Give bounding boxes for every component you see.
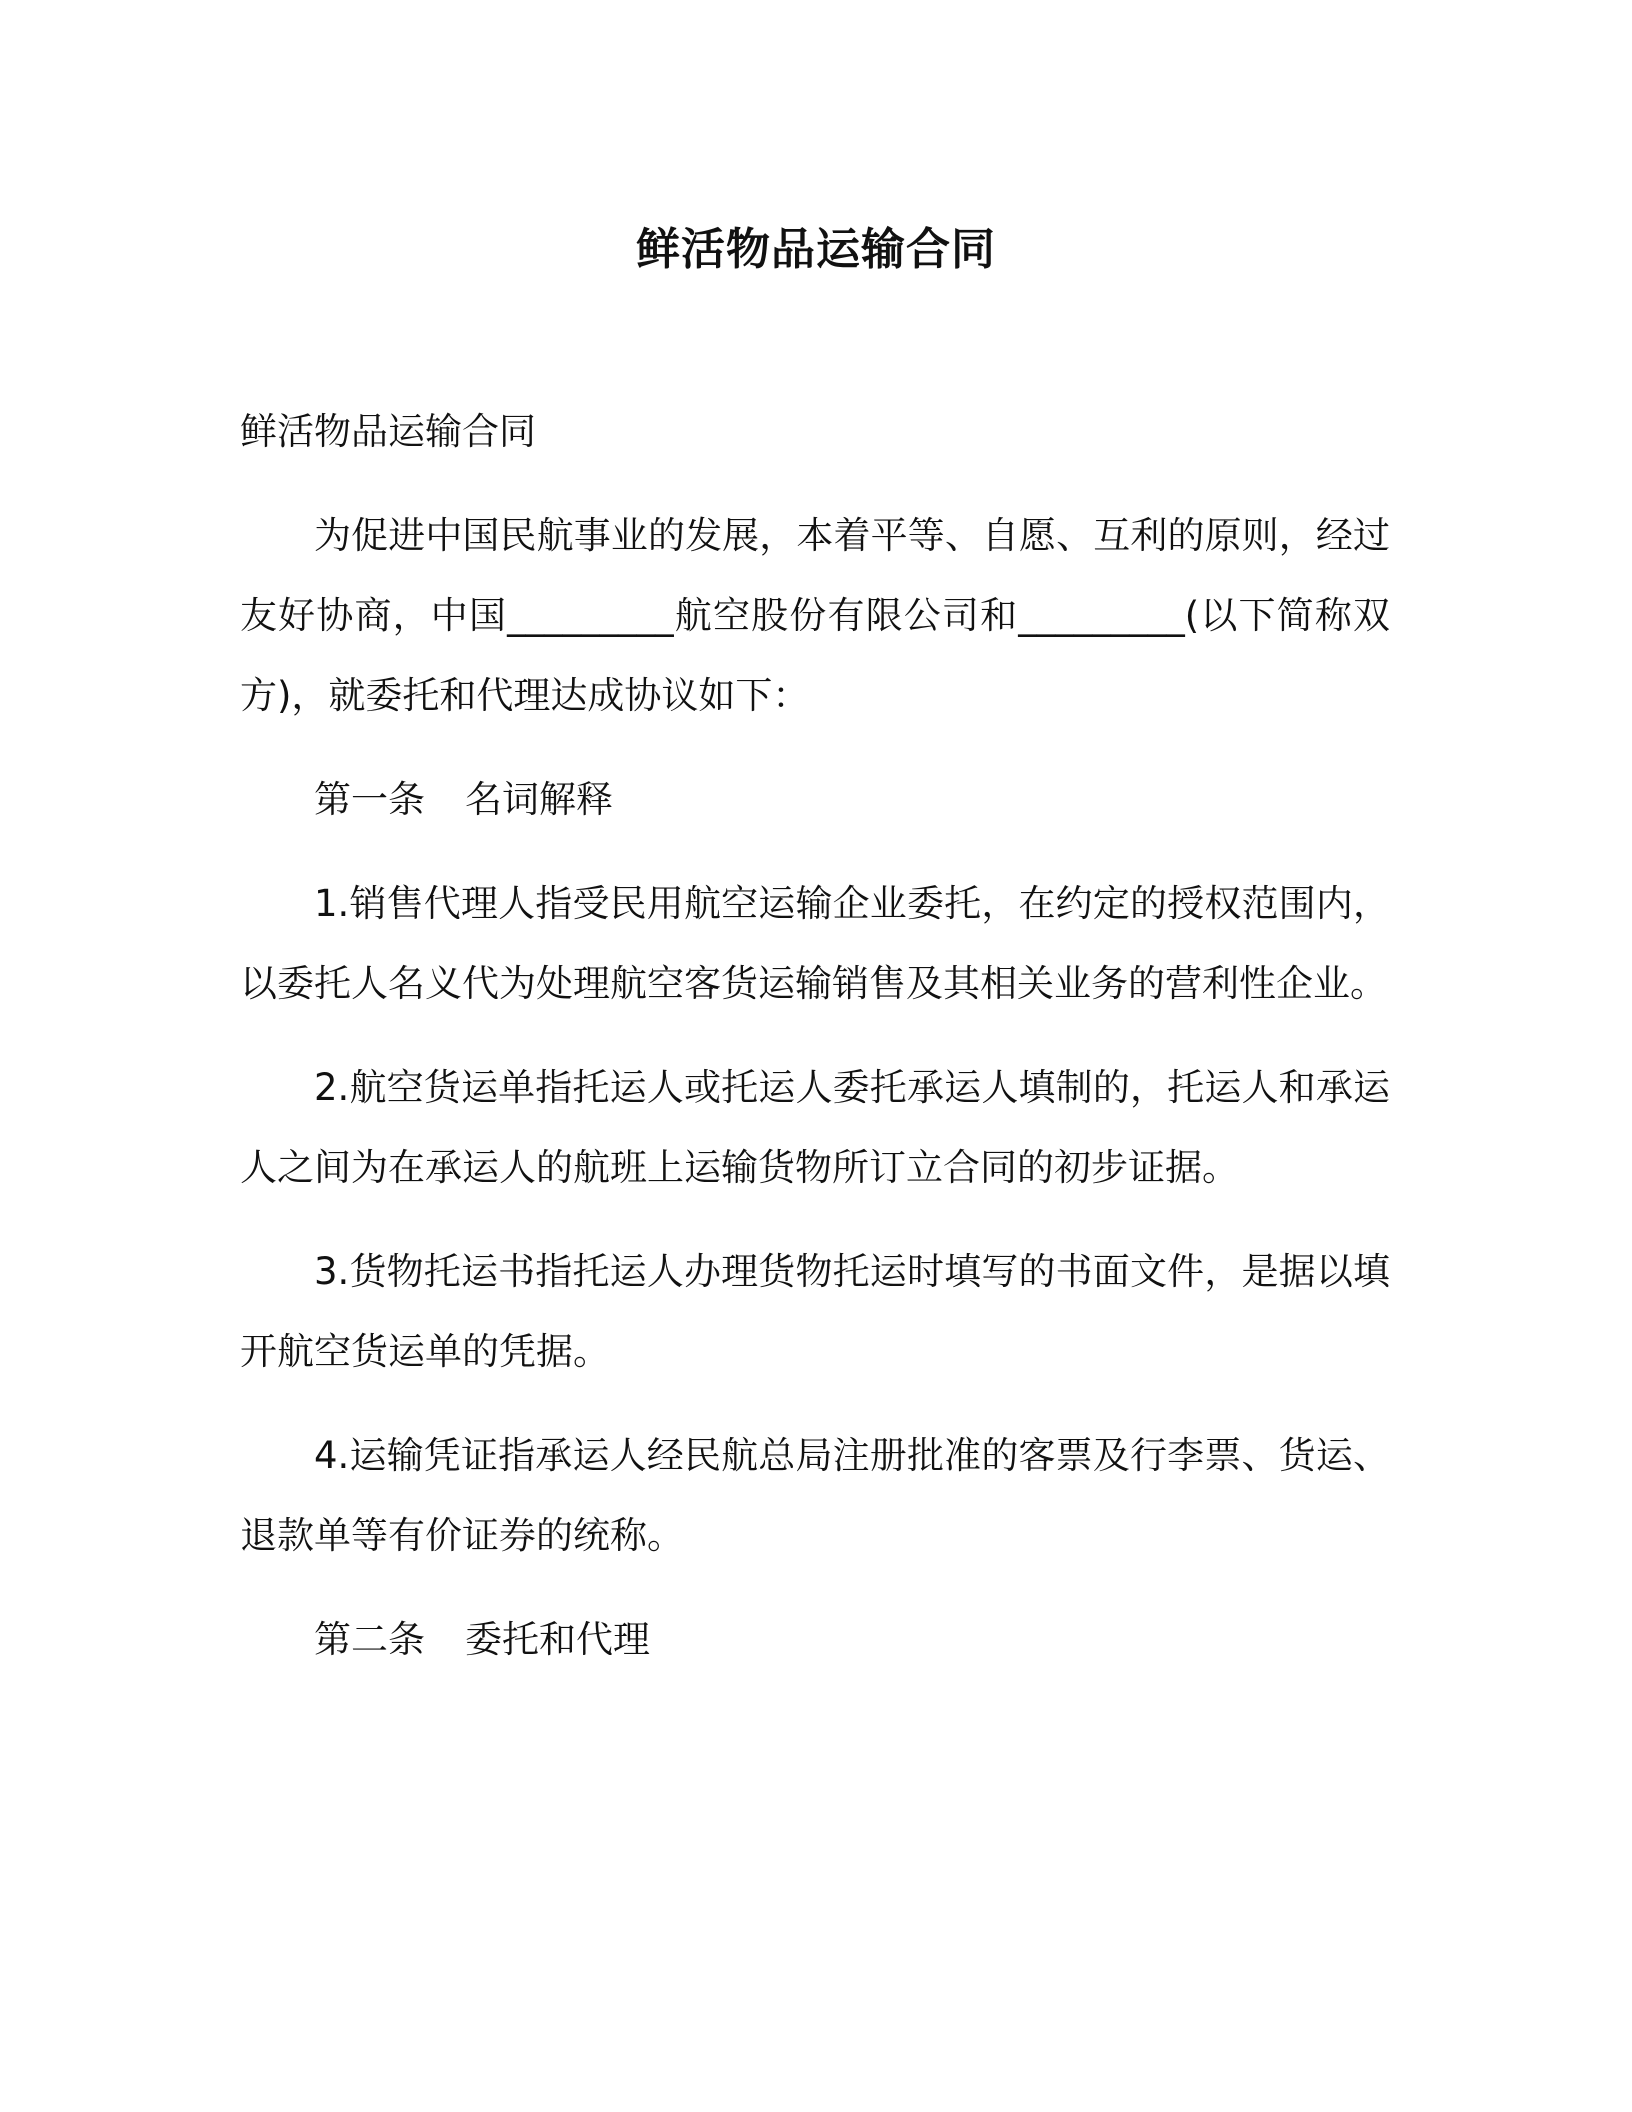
definition-3: 3.货物托运书指托运人办理货物托运时填写的书面文件，是据以填开航空货运单的凭据。 [240,1250,1390,1373]
definition-1: 1.销售代理人指受民用航空运输企业委托，在约定的授权范围内，以委托人名义代为处理航空客货运输销售及其相关业务的营利性企业。 [240,882,1390,1005]
document-body [240,392,1390,1704]
article-1-heading [240,760,1390,840]
document-subtitle: 鲜活物品运输合同 [240,410,536,453]
article-2-name: 委托和代理 [465,1618,650,1661]
article-2-heading [240,1600,1390,1680]
article-1-name: 名词解释 [465,778,613,821]
definition-2: 2.航空货运单指托运人或托运人委托承运人填制的，托运人和承运人之间为在承运人的航班上运输货物所订立合同的初步证据。 [240,1066,1390,1189]
document-title: 鲜活物品运输合同 [636,224,996,275]
intro-paragraph: 为促进中国民航事业的发展，本着平等、自愿、互利的原则，经过友好协商，中国_________航空股份有限公司和_________(以下简称双方)，就委托和代理达成协议如下： [240,514,1390,717]
article-2-number: 第二条 [314,1618,425,1661]
definition-4: 4.运输凭证指承运人经民航总局注册批准的客票及行李票、货运、退款单等有价证券的统称。 [240,1434,1390,1557]
article-1-number: 第一条 [314,778,425,821]
